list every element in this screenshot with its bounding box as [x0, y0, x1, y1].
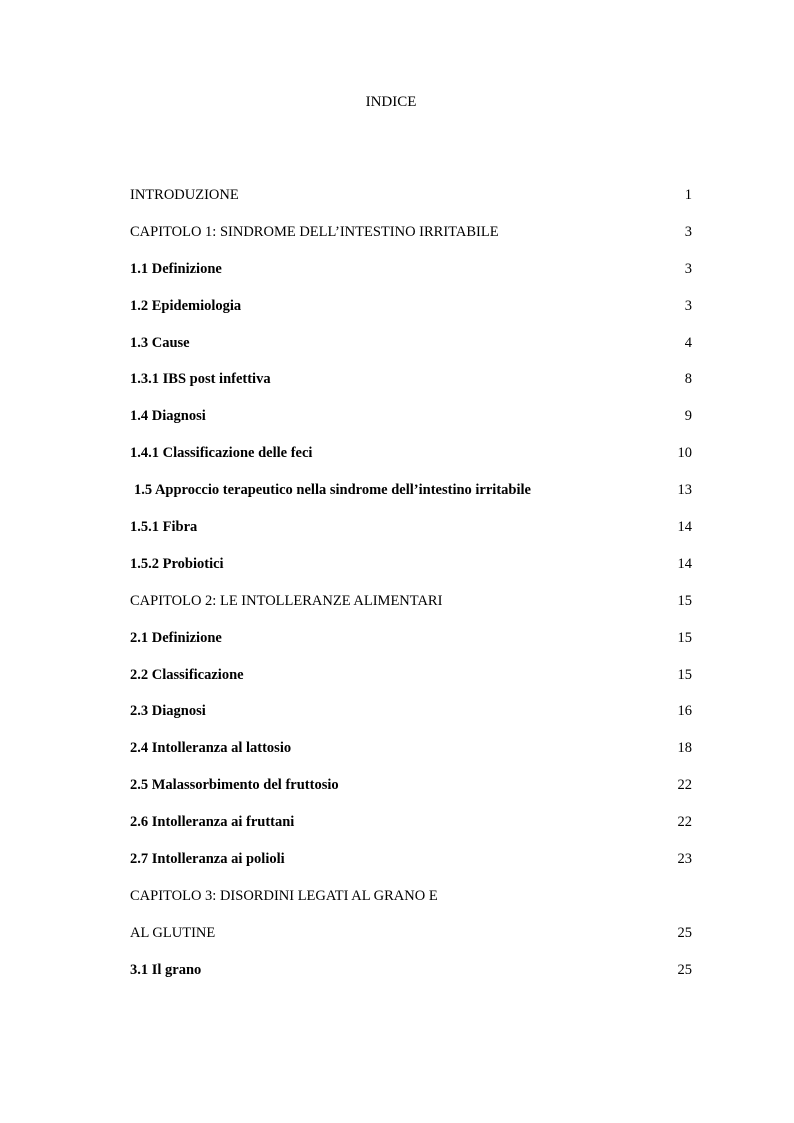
toc-entry-label: 2.4 Intolleranza al lattosio: [130, 740, 292, 757]
toc-entry-page: 15: [677, 629, 692, 646]
toc-entry-page: 3: [684, 260, 692, 277]
toc-entry-label: 1.1 Definizione: [130, 260, 222, 277]
toc-entry-label: CAPITOLO 1: SINDROME DELL’INTESTINO IRRITABILE: [130, 223, 499, 240]
toc-entry-page: 3: [684, 223, 692, 240]
toc-entry-page: 23: [677, 851, 692, 868]
toc-entry-label: INTRODUZIONE: [130, 187, 239, 203]
toc-entry-label: 2.1 Definizione: [130, 629, 222, 646]
toc-entry-introduzione: [130, 177, 692, 214]
toc-entry-capitolo-2: [130, 583, 692, 620]
toc-entry-page: 25: [677, 924, 692, 941]
toc-entry-capitolo-1: [130, 214, 692, 251]
toc-entry-2-4: [130, 730, 692, 767]
toc-entry-1-4-1: [130, 435, 692, 472]
toc-entry-label: 1.3.1 IBS post infettiva: [130, 371, 271, 388]
toc-entry-label: AL GLUTINE: [130, 924, 216, 941]
toc-entry-page: 15: [677, 666, 692, 683]
toc-entry-capitolo-3-cont: [130, 915, 692, 952]
toc-entry-page: 18: [677, 740, 692, 757]
toc-entry-page: 1: [684, 187, 692, 203]
toc-entry-1-1: [130, 251, 692, 288]
toc-entry-page: 16: [677, 703, 692, 720]
toc-entry-label: 1.4 Diagnosi: [130, 408, 206, 425]
toc-entry-page: 9: [684, 408, 692, 425]
toc-entry-label: CAPITOLO 2: LE INTOLLERANZE ALIMENTARI: [130, 592, 443, 609]
toc-entry-label: 2.6 Intolleranza ai fruttani: [130, 814, 295, 831]
toc-entry-label: 2.5 Malassorbimento del fruttosio: [130, 777, 339, 794]
toc-entry-3-1: [130, 952, 692, 989]
toc-entry-2-6: [130, 804, 692, 841]
toc-entry-page: 14: [677, 519, 692, 536]
toc-entry-1-5: [130, 472, 692, 509]
toc-entry-label: 1.3 Cause: [130, 334, 190, 351]
toc-entry-label: 1.2 Epidemiologia: [130, 297, 242, 314]
toc-entry-2-5: [130, 767, 692, 804]
table-of-contents: [130, 177, 692, 989]
toc-entry-page: 13: [677, 482, 692, 499]
toc-entry-label: 2.2 Classificazione: [130, 666, 244, 683]
toc-entry-page: 4: [684, 334, 692, 351]
toc-entry-2-2: [130, 657, 692, 694]
toc-entry-2-7: [130, 841, 692, 878]
toc-entry-1-5-2: [130, 546, 692, 583]
toc-entry-page: 22: [677, 777, 692, 794]
toc-entry-label: 2.3 Diagnosi: [130, 703, 206, 720]
toc-entry-page: 25: [677, 961, 692, 978]
toc-entry-1-3-1: [130, 361, 692, 398]
toc-entry-page: 3: [684, 297, 692, 314]
toc-entry-label: 2.7 Intolleranza ai polioli: [130, 851, 285, 868]
toc-entry-label: 1.5.1 Fibra: [130, 519, 198, 536]
toc-entry-label: 1.5 Approccio terapeutico nella sindrome dell’intestino irritabile: [134, 482, 531, 499]
toc-entry-label: 3.1 Il grano: [130, 961, 202, 978]
toc-entry-1-3: [130, 325, 692, 362]
toc-entry-page: 14: [677, 555, 692, 572]
page-title: INDICE: [365, 94, 417, 110]
toc-entry-1-2: [130, 288, 692, 325]
toc-entry-2-3: [130, 693, 692, 730]
toc-entry-2-1: [130, 620, 692, 657]
toc-entry-label: 1.4.1 Classificazione delle feci: [130, 445, 313, 462]
toc-entry-page: 15: [677, 592, 692, 609]
toc-entry-page: 22: [677, 814, 692, 831]
toc-entry-page: 10: [677, 445, 692, 462]
toc-entry-1-5-1: [130, 509, 692, 546]
toc-entry-capitolo-3: [130, 878, 692, 915]
toc-entry-label: 1.5.2 Probiotici: [130, 555, 224, 572]
toc-entry-label: CAPITOLO 3: DISORDINI LEGATI AL GRANO E: [130, 887, 438, 904]
toc-entry-1-4: [130, 398, 692, 435]
toc-entry-page: 8: [684, 371, 692, 388]
